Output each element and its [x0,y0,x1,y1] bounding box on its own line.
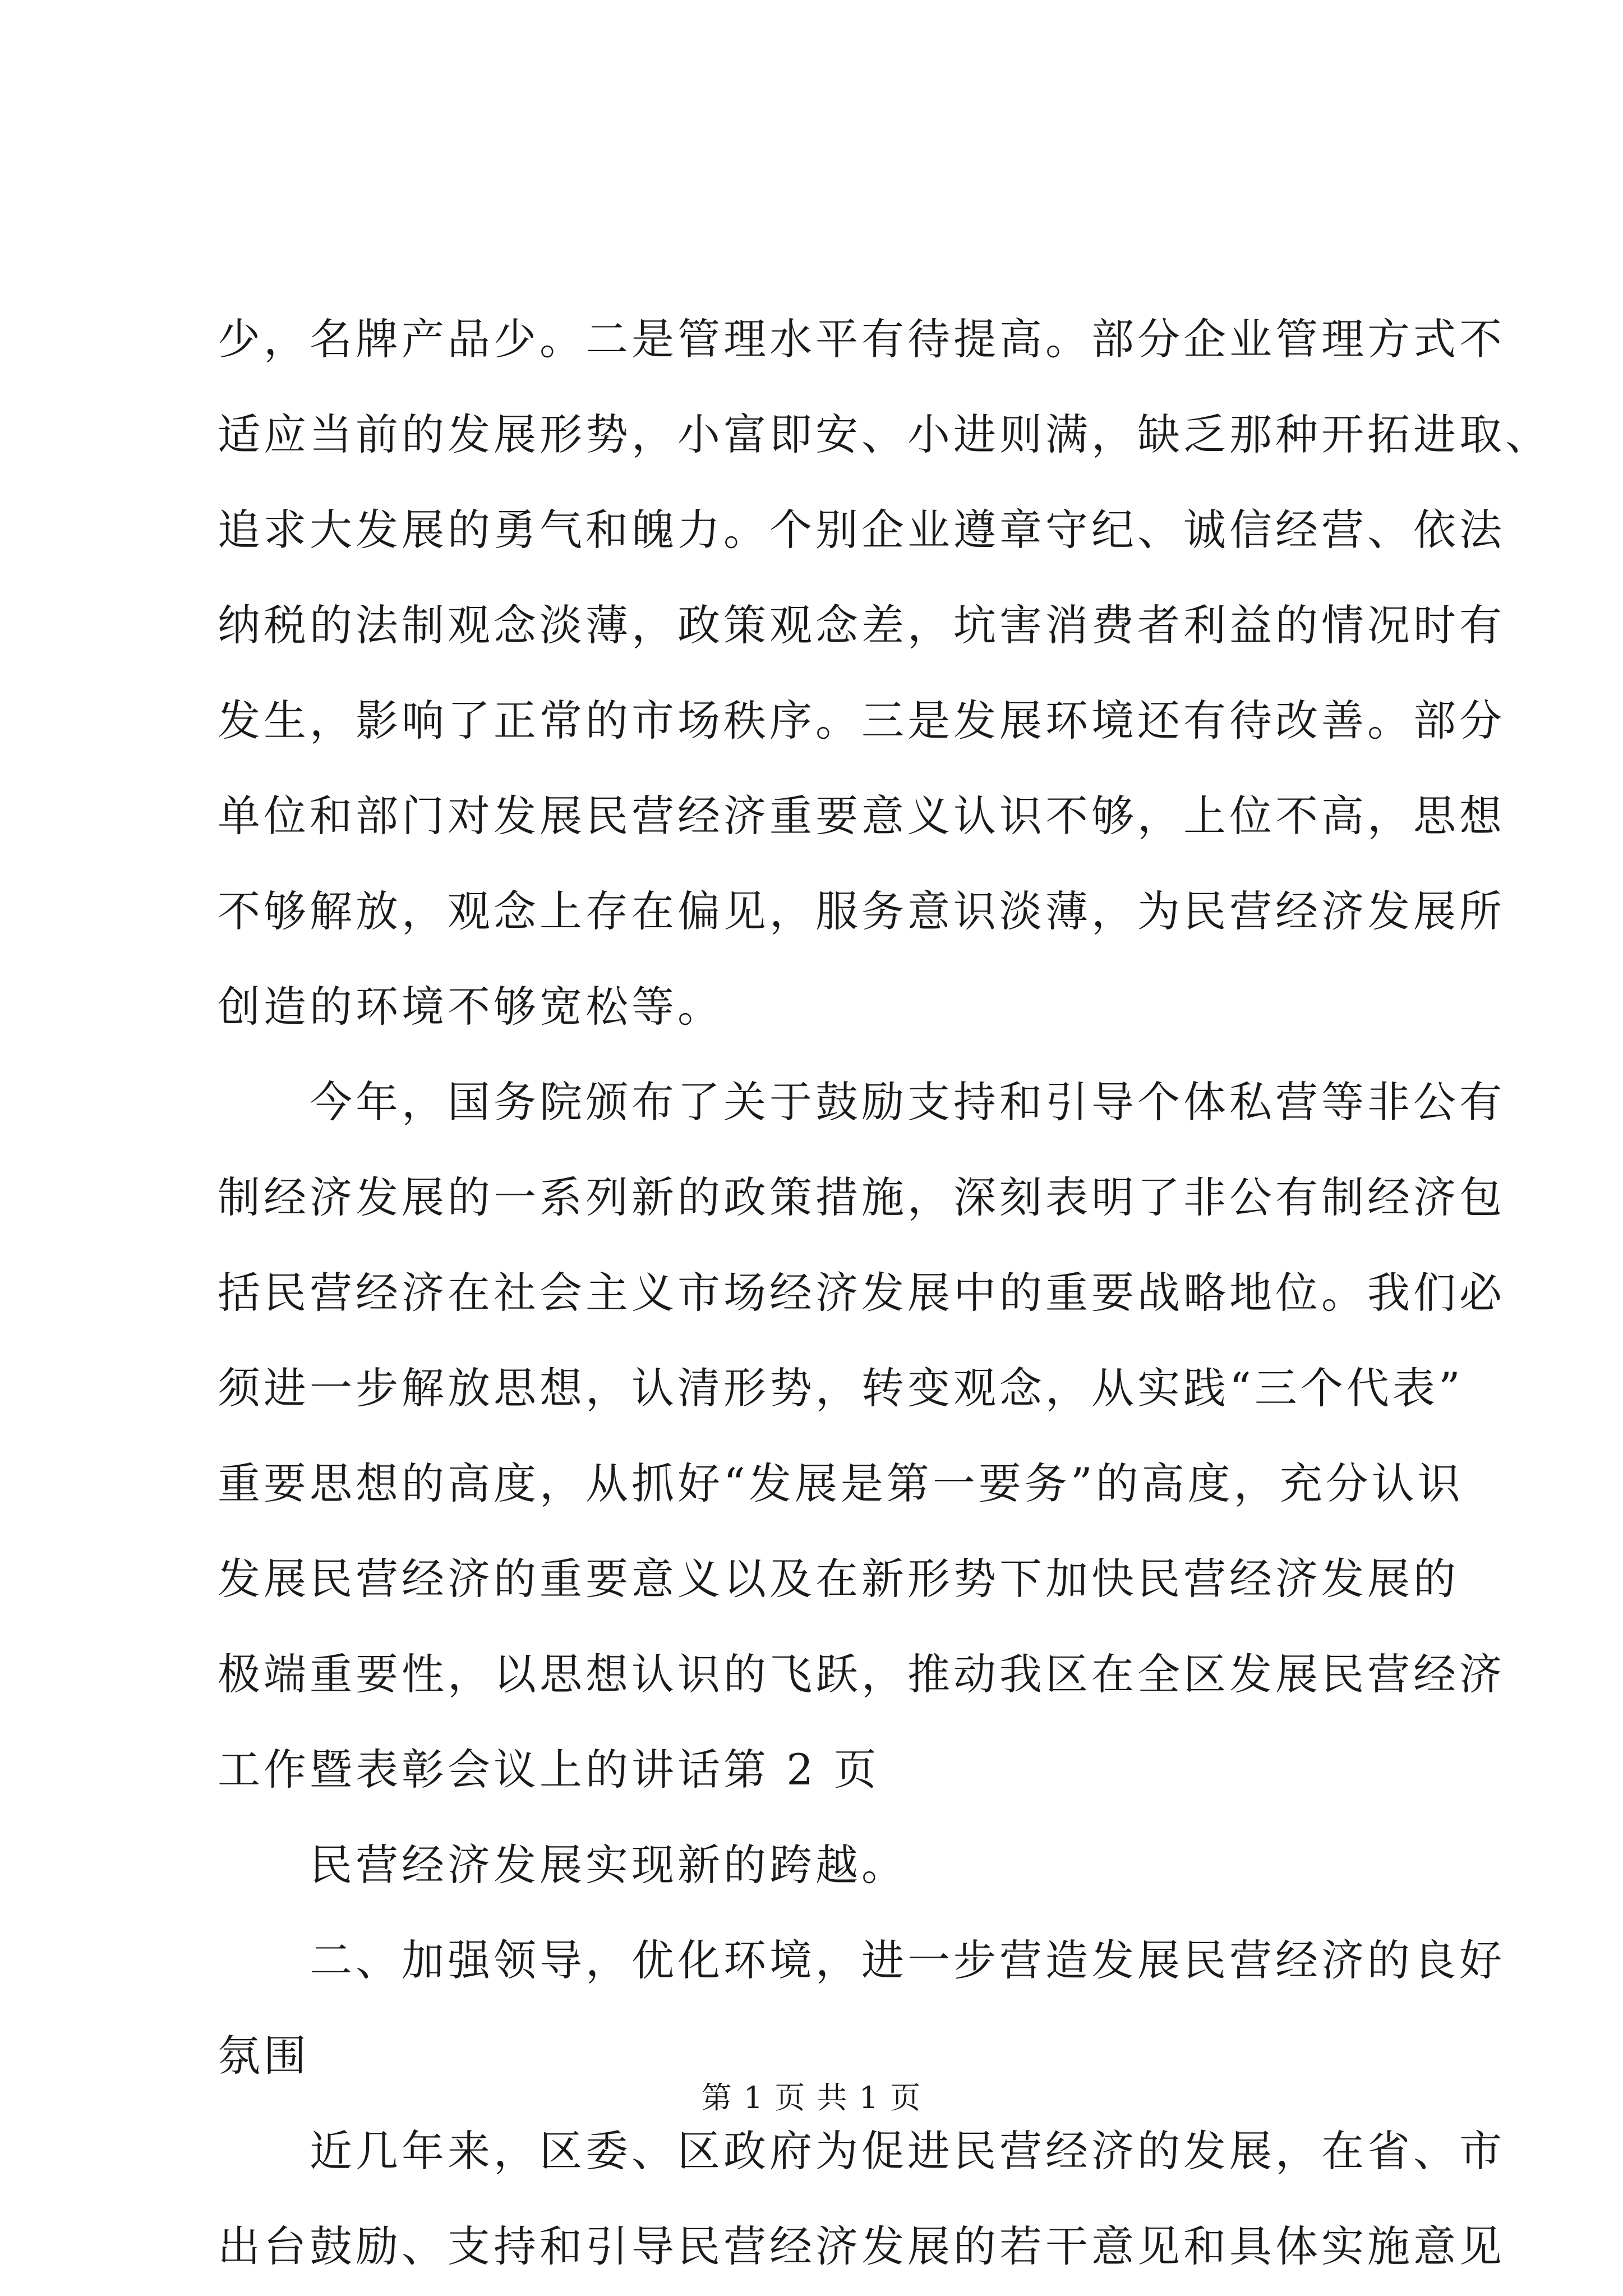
text-line: 创造的环境不够宽松等。 [218,982,723,1032]
text-line: 单位和部门对发展民营经济重要意义认识不够，上位不高，思想 [218,791,1505,841]
text-line: 近几年来，区委、区政府为促进民营经济的发展，在省、市 [310,2126,1505,2176]
text-line: 纳税的法制观念淡薄，政策观念差，坑害消费者利益的情况时有 [218,600,1505,650]
text-line: 追求大发展的勇气和魄力。个别企业遵章守纪、诚信经营、依法 [218,505,1505,555]
text-line: 适应当前的发展形势，小富即安、小进则满，缺乏那种开拓进取、 [218,409,1551,459]
text-line: 括民营经济在社会主义市场经济发展中的重要战略地位。我们必 [218,1268,1505,1318]
text-line: 少，名牌产品少。二是管理水平有待提高。部分企业管理方式不 [218,314,1505,364]
page-footer: 第 1 页 共 1 页 [701,2080,922,2115]
text-line: 氛围 [218,2031,310,2081]
text-line: 二、加强领导，优化环境，进一步营造发展民营经济的良好 [310,1935,1505,1985]
text-line: 须进一步解放思想，认清形势，转变观念，从实践“三个代表” [218,1363,1464,1413]
text-line: 出台鼓励、支持和引导民营经济发展的若干意见和具体实施意见 [218,2221,1505,2271]
text-line: 工作暨表彰会议上的讲话第 2 页 [218,1745,880,1795]
document-body [218,292,1551,2294]
text-line: 不够解放，观念上存在偏见，服务意识淡薄，为民营经济发展所 [218,886,1505,936]
text-line: 发展民营经济的重要意义以及在新形势下加快民营经济发展的 [218,1554,1459,1604]
text-line: 今年，国务院颁布了关于鼓励支持和引导个体私营等非公有 [310,1077,1505,1127]
text-line: 重要思想的高度，从抓好“发展是第一要务”的高度，充分认识 [218,1458,1464,1508]
text-line: 制经济发展的一系列新的政策措施，深刻表明了非公有制经济包 [218,1172,1505,1222]
text-line: 发生，影响了正常的市场秩序。三是发展环境还有待改善。部分 [218,696,1505,746]
text-line: 极端重要性，以思想认识的飞跃，推动我区在全区发展民营经济 [218,1649,1505,1699]
text-line: 民营经济发展实现新的跨越。 [310,1840,907,1890]
